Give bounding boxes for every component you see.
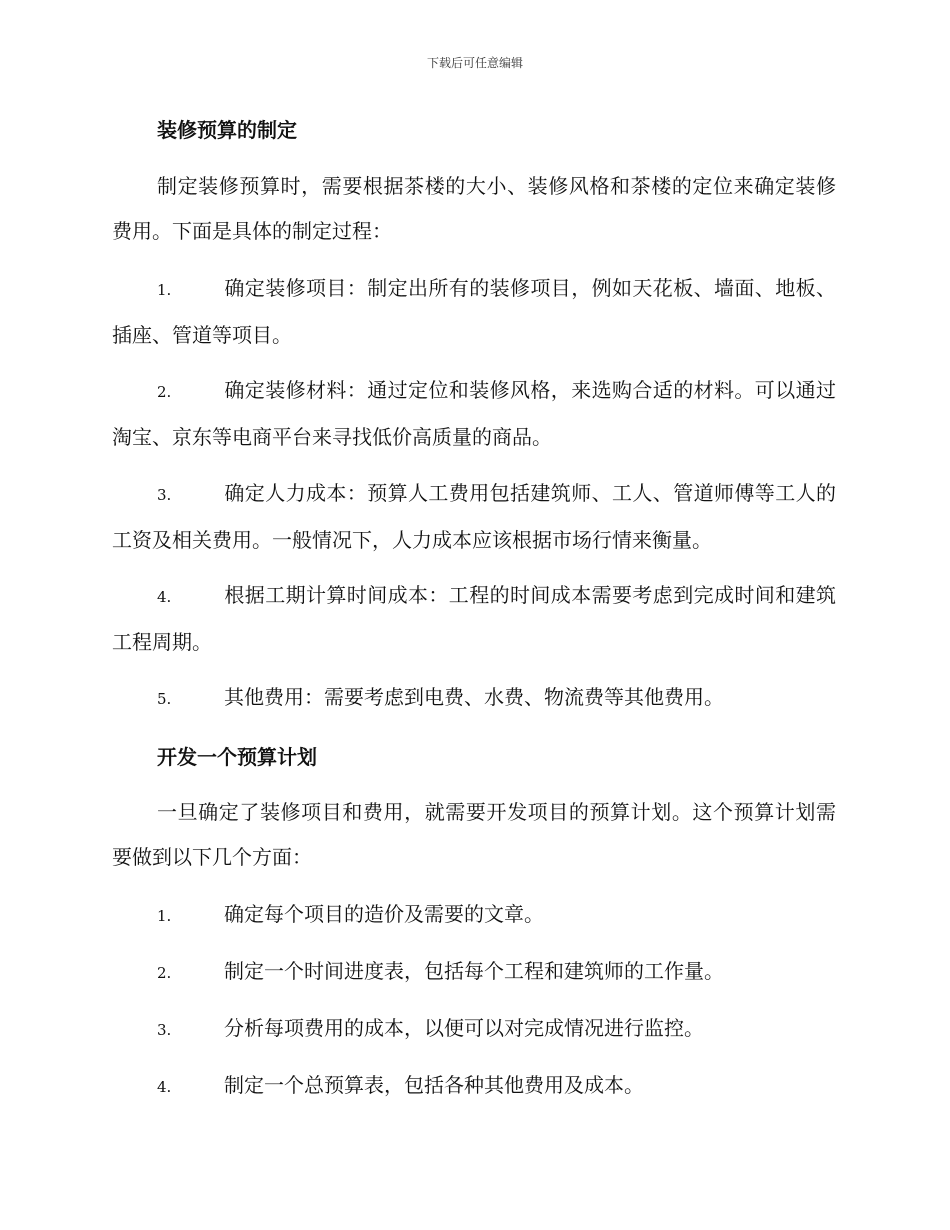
list-item-number: 1.: [157, 907, 172, 925]
list-item-number: 2.: [157, 964, 172, 982]
list-item-number: 3.: [157, 1021, 172, 1039]
list-item-number: 5.: [157, 690, 172, 708]
list-item-text: 制定一个时间进度表，包括每个工程和建筑师的工作量。: [224, 959, 724, 983]
section-heading-budget: 装修预算的制定: [157, 118, 297, 142]
header-note: 下载后可任意编辑: [426, 56, 523, 70]
list-item-number: 4.: [157, 588, 172, 606]
list-item-text: 确定人力成本：预算人工费用包括建筑师、工人、管道师傅等工人的工资及相关费用。一般情况下，人力成本应该根据市场行情来衡量。: [112, 481, 836, 552]
list-item: [112, 368, 836, 460]
list-item: [112, 675, 836, 722]
list-item-text: 根据工期计算时间成本：工程的时间成本需要考虑到完成时间和建筑工程周期。: [112, 583, 836, 654]
section-intro-paragraph: 一旦确定了装修项目和费用，就需要开发项目的预算计划。这个预算计划需要做到以下几个方面：: [112, 800, 836, 869]
list-item: [112, 471, 836, 563]
list-item-text: 确定每个项目的造价及需要的文章。: [224, 902, 544, 926]
list-item: [112, 573, 836, 665]
list-item-number: 4.: [157, 1078, 172, 1096]
list-item: [112, 892, 836, 939]
list-item-number: 2.: [157, 383, 172, 401]
list-item: [112, 266, 836, 358]
list-item: [112, 1063, 836, 1110]
list-item-text: 分析每项费用的成本，以便可以对完成情况进行监控。: [224, 1016, 704, 1040]
list-item-number: 3.: [157, 486, 172, 504]
list-item: [112, 949, 836, 996]
list-item-text: 其他费用：需要考虑到电费、水费、物流费等其他费用。: [224, 685, 724, 709]
list-item-text: 确定装修材料：通过定位和装修风格，来选购合适的材料。可以通过淘宝、京东等电商平台来寻找低价高质量的商品。: [112, 378, 836, 449]
list-item-text: 确定装修项目：制定出所有的装修项目，例如天花板、墙面、地板、插座、管道等项目。: [112, 276, 836, 347]
list-item: [112, 1006, 836, 1053]
list-item-text: 制定一个总预算表，包括各种其他费用及成本。: [224, 1073, 644, 1097]
section-heading-plan: 开发一个预算计划: [157, 745, 317, 769]
section-intro-paragraph: 制定装修预算时，需要根据茶楼的大小、装修风格和茶楼的定位来确定装修费用。下面是具体的制定过程：: [112, 174, 836, 243]
list-item-number: 1.: [157, 281, 172, 299]
